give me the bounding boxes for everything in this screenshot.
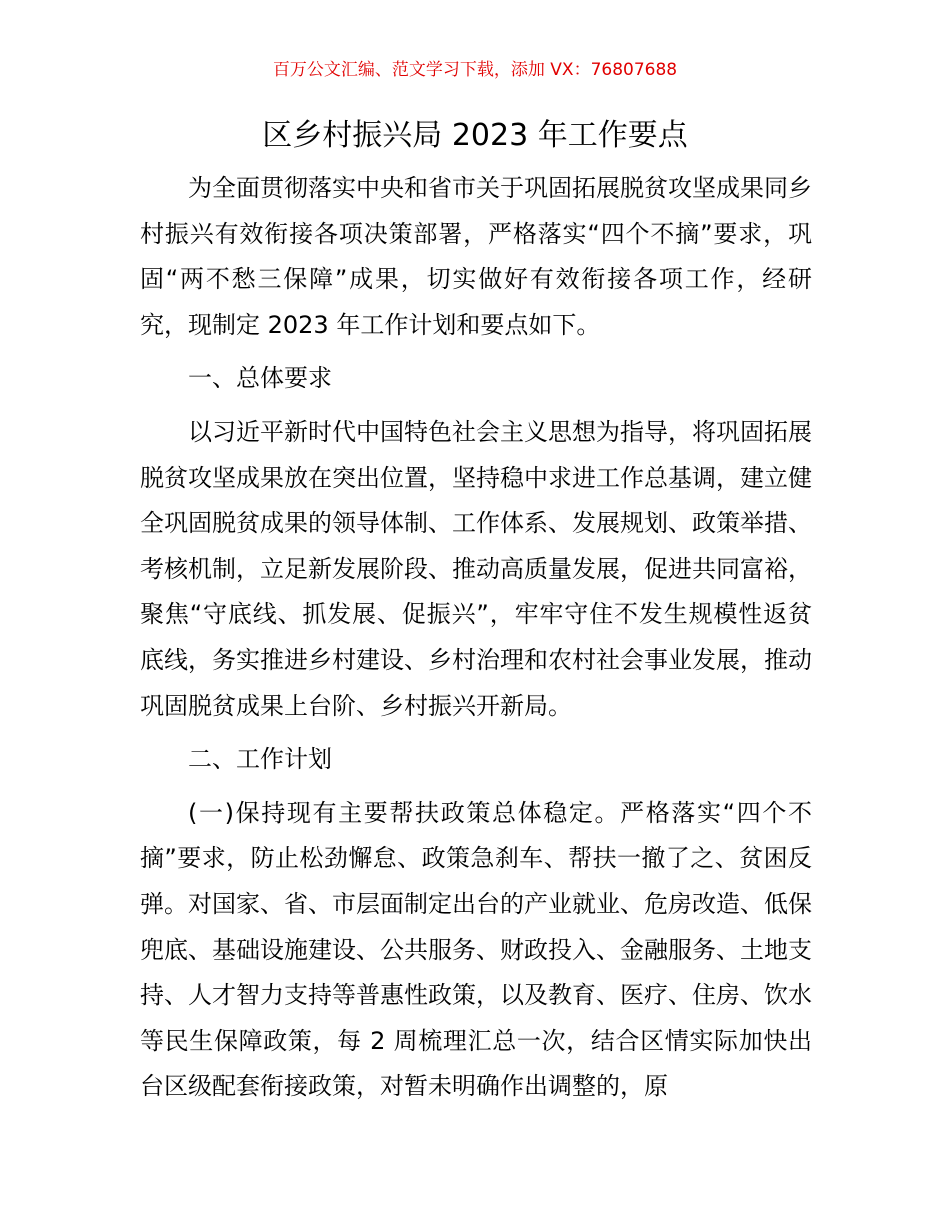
header-watermark-note: 百万公文汇编、范文学习下载，添加 VX：76807688 [272, 60, 678, 80]
document-title: 区乡村振兴局 2023 年工作要点 [262, 118, 688, 153]
section-heading-general-requirements: 一、总体要求 [188, 364, 332, 393]
section-heading-work-plan: 二、工作计划 [188, 745, 332, 774]
document-body [140, 166, 812, 1110]
work-plan-paragraph: (一)保持现有主要帮扶政策总体稳定。严格落实“四个不摘”要求，防止松劲懈怠、政策急刹车、帮扶一撤了之、贫困反弹。对国家、省、市层面制定出台的产业就业、危房改造、低保兜底、基础设施建设、公共服务、财政投入、金融服务、土地支持、人才智力支持等普惠性政策，以及教育、医疗、住房、饮水等民生保障政策，每 2 周梳理汇总一次，结合区情实际加快出台区级配套衔接政策，对暂未明确作出调整的，原 [140, 798, 812, 1101]
general-requirements-paragraph: 以习近平新时代中国特色社会主义思想为指导，将巩固拓展脱贫攻坚成果放在突出位置，坚持稳中求进工作总基调，建立健全巩固脱贫成果的领导体制、工作体系、发展规划、政策举措、考核机制，立足新发展阶段、推动高质量发展，促进共同富裕，聚焦“守底线、抓发展、促振兴”，牢牢守住不发生规模性返贫底线，务实推进乡村建设、乡村治理和农村社会事业发展，推动巩固脱贫成果上台阶、乡村振兴开新局。 [140, 417, 812, 720]
intro-paragraph: 为全面贯彻落实中央和省市关于巩固拓展脱贫攻坚成果同乡村振兴有效衔接各项决策部署，严格落实“四个不摘”要求，巩固“两不愁三保障”成果，切实做好有效衔接各项工作，经研究，现制定 2023 年工作计划和要点如下。 [140, 174, 812, 339]
